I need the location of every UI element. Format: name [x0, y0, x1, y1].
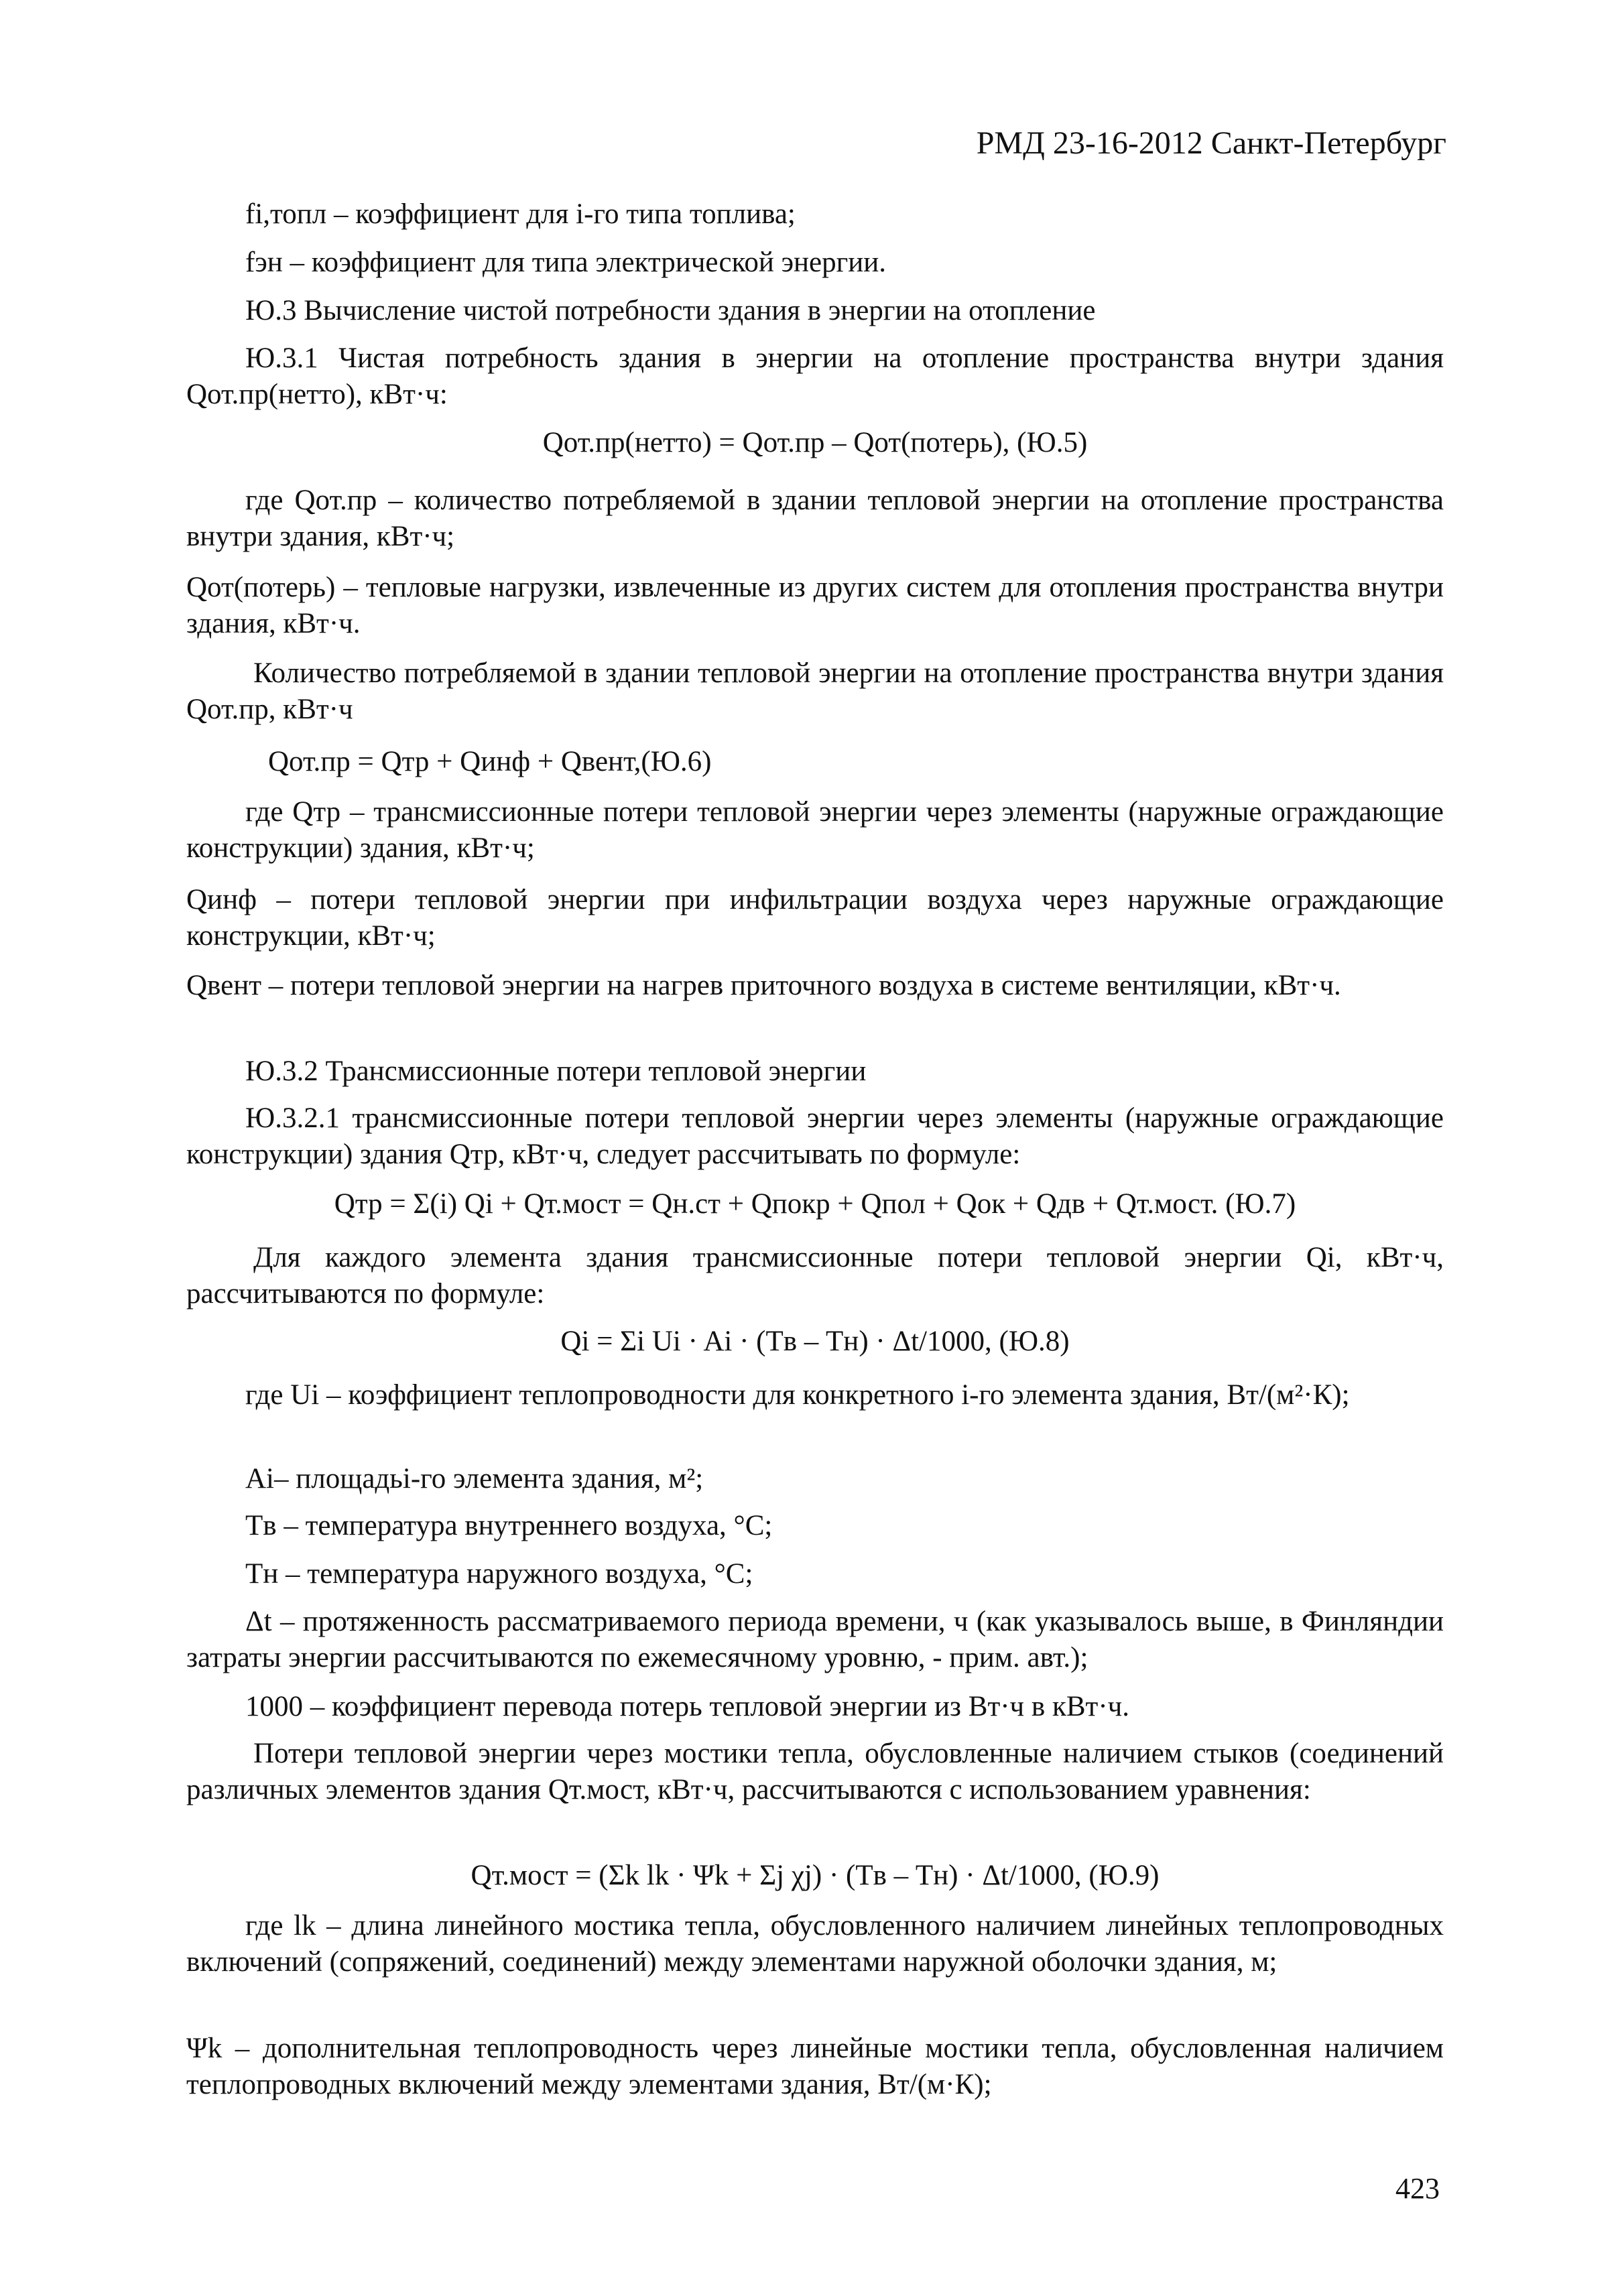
paragraph-qot-poter: Qот(потерь) – тепловые нагрузки, извлеченные из других систем для отопления пространства внутри здания, кВт·ч.	[186, 572, 1444, 639]
paragraph-psik: Ψk – дополнительная теплопроводность через линейные мостики тепла, обусловленная наличием теплопроводных включений между элементами здания, Вт/(м·К);	[186, 2033, 1444, 2100]
paragraph-ai: Ai– площадьi-го элемента здания, м²;	[245, 1463, 704, 1494]
paragraph-kolichestvo: Количество потребляемой в здании тепловой энергии на отопление пространства внутри здания Qот.пр, кВт·ч	[186, 657, 1444, 725]
formula-yu6: Qот.пр = Qтр + Qинф + Qвент,(Ю.6)	[268, 746, 712, 777]
page-number: 423	[1395, 2172, 1440, 2205]
paragraph-1: fi,топл – коэффициент для i-го типа топлива;	[245, 198, 796, 230]
formula-yu9: Qт.мост = (Σk lk · Ψk + Σj χj) · (Tв – Tн) · Δt/1000, (Ю.9)	[471, 1860, 1160, 1891]
paragraph-tv: Tв – температура внутреннего воздуха, °С;	[245, 1510, 773, 1541]
document-header: РМД 23-16-2012 Санкт-Петербург	[976, 125, 1446, 161]
section-heading-yu32: Ю.3.2 Трансмиссионные потери тепловой энергии	[245, 1056, 867, 1087]
formula-yu7: Qтр = Σ(i) Qi + Qт.мост = Qн.ст + Qпокр + Qпол + Qок + Qдв + Qт.мост. (Ю.7)	[334, 1188, 1296, 1220]
paragraph-yu321: Ю.3.2.1 трансмиссионные потери тепловой энергии через элементы (наружные ограждающие конструкции) здания Qтр, кВт·ч, следует рассчитывать по формуле:	[186, 1102, 1444, 1170]
paragraph-qvent: Qвент – потери тепловой энергии на нагрев приточного воздуха в системе вентиляции, кВт·ч.	[186, 970, 1341, 1001]
formula-yu5: Qот.пр(нетто) = Qот.пр – Qот(потерь), (Ю.5)	[542, 427, 1088, 458]
paragraph-where-lk: где lk – длина линейного мостика тепла, обусловленного наличием линейных теплопроводных включений (сопряжений, соединений) между элементами наружной оболочки здания, м;	[186, 1910, 1444, 1978]
paragraph-yu31: Ю.3.1 Чистая потребность здания в энергии на отопление пространства внутри здания Qот.пр(нетто), кВт·ч:	[186, 342, 1444, 410]
paragraph-dt: Δt – протяженность рассматриваемого периода времени, ч (как указывалось выше, в Финляндии затраты энергии рассчитываются по ежемесячному уровню, - прим. авт.);	[186, 1606, 1444, 1673]
paragraph-tn: Tн – температура наружного воздуха, °С;	[245, 1558, 753, 1590]
paragraph-where-ui: где Ui – коэффициент теплопроводности для конкретного i-го элемента здания, Вт/(м²·К);	[245, 1379, 1350, 1411]
paragraph-where-qtr: где Qтр – трансмиссионные потери тепловой энергии через элементы (наружные ограждающие конструкции) здания, кВт·ч;	[186, 796, 1444, 864]
section-heading-yu3: Ю.3 Вычисление чистой потребности здания в энергии на отопление	[245, 295, 1096, 326]
paragraph-dlya-kazhdogo: Для каждого элемента здания трансмиссионные потери тепловой энергии Qi, кВт·ч, рассчитываются по формуле:	[186, 1242, 1444, 1310]
formula-yu8: Qi = Σi Ui · Ai · (Tв – Tн) · Δt/1000, (Ю.8)	[560, 1326, 1070, 1357]
paragraph-2: fэн – коэффициент для типа электрической энергии.	[245, 247, 887, 278]
paragraph-qinf: Qинф – потери тепловой энергии при инфильтрации воздуха через наружные ограждающие конструкции, кВт·ч;	[186, 884, 1444, 952]
paragraph-1000: 1000 – коэффициент перевода потерь тепловой энергии из Вт·ч в кВт·ч.	[245, 1691, 1130, 1722]
paragraph-where-qotpr: где Qот.пр – количество потребляемой в здании тепловой энергии на отопление пространства внутри здания, кВт·ч;	[186, 485, 1444, 552]
paragraph-mostiki: Потери тепловой энергии через мостики тепла, обусловленные наличием стыков (соединений различных элементов здания Qт.мост, кВт·ч, рассчитываются с использованием уравнения:	[186, 1738, 1444, 1805]
